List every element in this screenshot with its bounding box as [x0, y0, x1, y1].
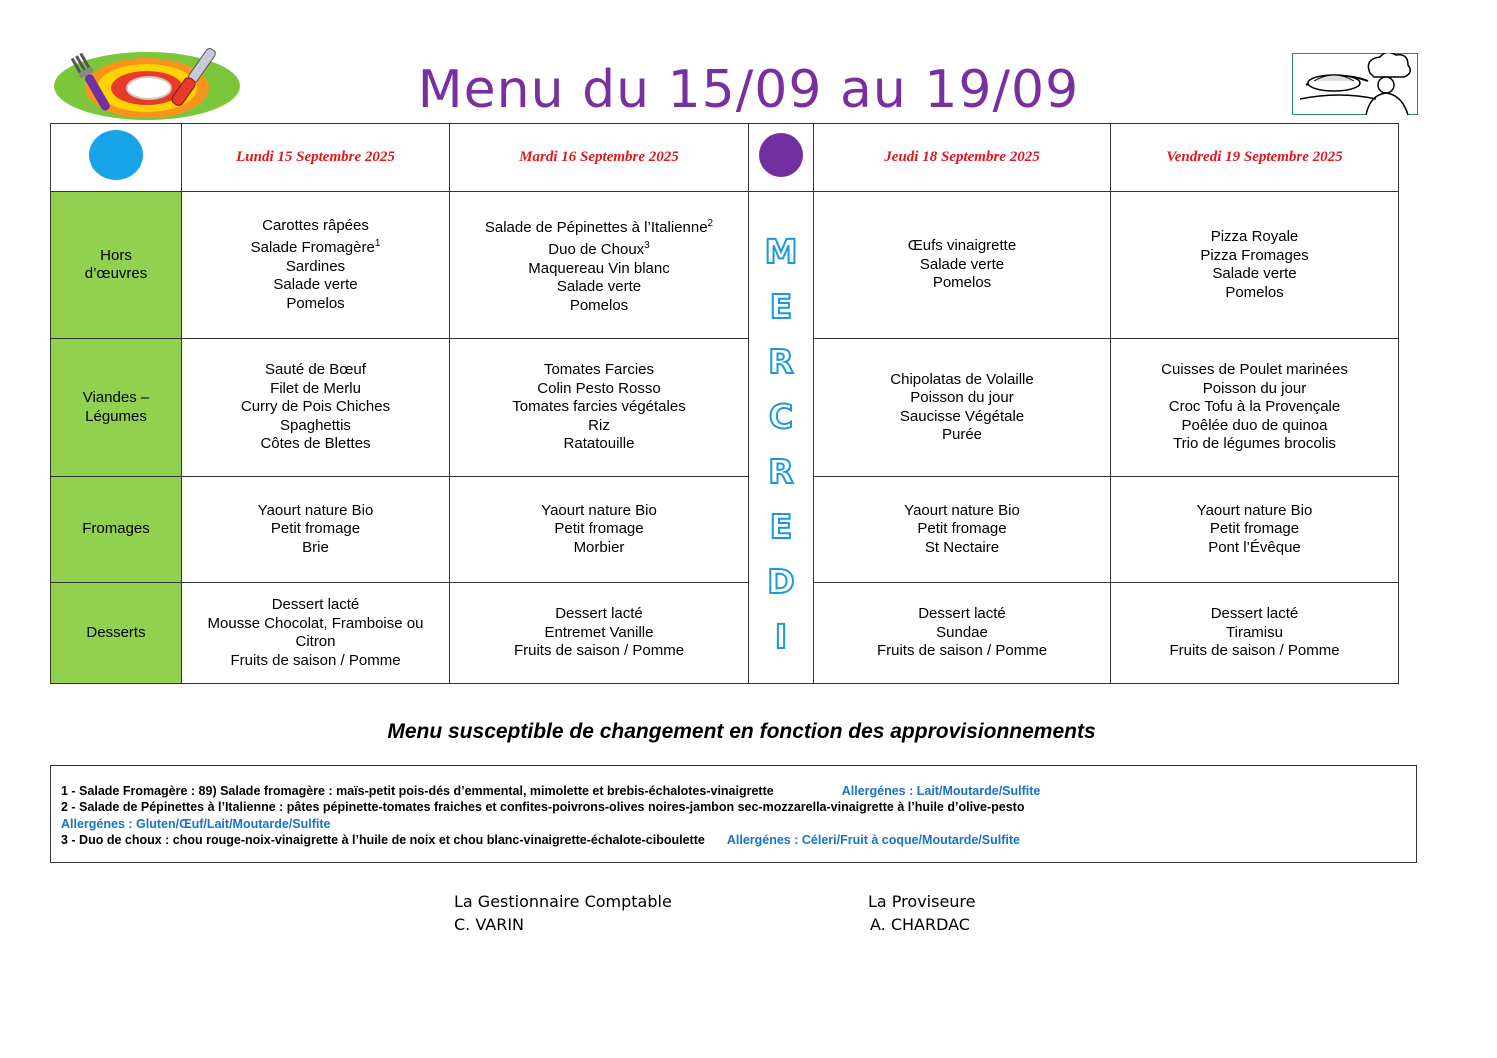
menu-item: Petit fromage	[1209, 520, 1300, 538]
header-corner	[51, 124, 182, 192]
menu-item: Saucisse Végétale	[899, 407, 1025, 425]
menu-item: Tomates farcies végétales	[512, 398, 686, 416]
menu-cell-thursday	[814, 339, 1111, 477]
menu-item: Dessert lacté	[271, 596, 360, 613]
row-label-line: Desserts	[86, 623, 146, 641]
menu-item: Petit fromage	[917, 520, 1007, 538]
menu-item: Poisson du jour	[910, 389, 1014, 406]
wednesday-letter: D	[767, 562, 795, 601]
signature-name: A. CHARDAC	[870, 915, 970, 934]
menu-item: Fruits de saison / Pomme	[230, 651, 401, 669]
menu-cell-tuesday	[450, 583, 749, 684]
menu-item: Spaghettis	[280, 416, 351, 434]
menu-cell-friday	[1111, 339, 1399, 477]
menu-item: Pizza Fromages	[1200, 246, 1309, 264]
menu-item: Morbier	[573, 538, 625, 556]
menu-item: Pizza Royale	[1210, 228, 1299, 245]
menu-item: Fruits de saison / Pomme	[1169, 642, 1340, 660]
menu-item: Filet de Merlu	[270, 379, 361, 397]
monday-marker-dot	[89, 130, 143, 180]
row-label	[51, 192, 182, 339]
menu-item: St Nectaire	[924, 538, 1000, 556]
menu-item: Trio de légumes brocolis	[1173, 435, 1336, 453]
menu-item: Salade verte	[273, 276, 358, 294]
menu-item: Œufs vinaigrette	[907, 237, 1017, 255]
menu-item: Salade verte	[1212, 265, 1297, 282]
menu-cell-friday	[1111, 192, 1399, 339]
menu-item: Duo de Choux$^3$	[548, 240, 650, 259]
menu-item: Pomelos	[1225, 283, 1284, 301]
allergen-info: Allergénes : Céleri/Fruit à coque/Moutarde/Sulfite	[726, 832, 1020, 847]
menu-item: Yaourt nature Bio	[541, 501, 657, 519]
menu-item: Pomelos	[286, 294, 345, 312]
menu-table	[50, 123, 1399, 684]
menu-item: Ratatouille	[563, 435, 635, 453]
menu-item: Curry de Pois Chiches	[240, 398, 391, 416]
menu-item: Citron	[295, 633, 336, 650]
menu-item: Dessert lacté	[918, 605, 1006, 623]
wednesday-marker-dot	[759, 133, 803, 177]
footnote-text: 2 - Salade de Pépinettes à l’Italienne : pâtes pépinette-tomates fraiches et confites-poivrons-olives noires-jambon sec-mozzarella-vinaigrette à l’huile d’olive-pesto	[61, 800, 1025, 815]
signature-name: C. VARIN	[454, 915, 525, 934]
menu-item: Croc Tofu à la Provençale	[1168, 398, 1341, 416]
day-header-tuesday: Mardi 16 Septembre 2025	[450, 124, 749, 192]
footnote-1	[61, 783, 1406, 799]
menu-item: Petit fromage	[270, 520, 361, 538]
footnote-text: 3 - Duo de choux : chou rouge-noix-vinaigrette à l’huile de noix et chou blanc-vinaigrette-échalote-ciboulette	[61, 832, 705, 847]
menu-cell-monday	[182, 192, 450, 339]
row-label	[51, 583, 182, 684]
menu-item: Salade de Pépinettes à l’Italienne$^2$	[484, 217, 714, 236]
wednesday-letter: I	[774, 617, 788, 656]
menu-cell-thursday	[814, 583, 1111, 684]
header-row	[51, 124, 1399, 192]
menu-item: Carottes râpées	[262, 216, 369, 234]
menu-item: Yaourt nature Bio	[1196, 501, 1313, 519]
menu-cell-friday	[1111, 583, 1399, 684]
wednesday-letter: E	[769, 507, 793, 546]
menu-item: Entremet Vanille	[544, 623, 654, 641]
menu-item: Brie	[302, 538, 329, 556]
signature-left	[454, 890, 672, 936]
menu-item: Dessert lacté	[555, 605, 643, 623]
menu-cell-thursday	[814, 477, 1111, 583]
menu-item: Poêlée duo de quinoa	[1181, 416, 1328, 434]
menu-item: Fruits de saison / Pomme	[876, 642, 1048, 660]
menu-item: Purée	[941, 426, 983, 443]
row-label-line: Viandes –	[82, 389, 150, 406]
menu-cell-monday	[182, 477, 450, 583]
menu-item: Colin Pesto Rosso	[537, 379, 661, 397]
footnote-ref: 2	[707, 217, 714, 229]
footnote-2-allergens	[61, 816, 1406, 832]
menu-item: Côtes de Blettes	[260, 435, 371, 453]
menu-item: Sardines	[285, 257, 346, 275]
menu-item: Petit fromage	[554, 520, 644, 538]
row-label-line: d’œuvres	[84, 265, 148, 282]
signature-role: La Proviseure	[868, 892, 976, 911]
row-label-line: Hors	[100, 246, 132, 264]
day-header-thursday: Jeudi 18 Septembre 2025	[814, 124, 1111, 192]
change-notice: Menu susceptible de changement en fonction des approvisionnements	[387, 720, 1096, 743]
signature-right	[868, 890, 976, 936]
allergen-info: Allergénes : Lait/Moutarde/Sulfite	[841, 784, 1041, 798]
wednesday-letter: M	[764, 232, 798, 271]
allergen-info: Allergénes : Gluten/Œuf/Lait/Moutarde/Sulfite	[61, 816, 331, 831]
signature-role: La Gestionnaire Comptable	[454, 892, 672, 911]
menu-item: Yaourt nature Bio	[257, 501, 374, 519]
menu-cell-tuesday	[450, 192, 749, 339]
page-title: Menu du 15/09 au 19/09	[417, 60, 1080, 120]
menu-item: Poisson du jour	[1202, 379, 1307, 397]
menu-item: Chipolatas de Volaille	[890, 370, 1034, 388]
menu-cell-friday	[1111, 477, 1399, 583]
menu-item: Sundae	[936, 623, 988, 641]
menu-item: Pomelos	[932, 274, 992, 292]
wednesday-letter: R	[768, 342, 794, 381]
menu-item: Tomates Farcies	[543, 361, 655, 379]
menu-item: Pont l’Évêque	[1208, 538, 1301, 556]
menu-item: Fruits de saison / Pomme	[513, 642, 685, 660]
menu-item: Pomelos	[569, 296, 629, 314]
footnote-ref: 3	[644, 240, 650, 252]
wednesday-letter: R	[768, 452, 794, 491]
menu-item: Salade Fromagère$^1$	[250, 238, 381, 257]
menu-row-hors-doeuvres	[51, 192, 1399, 339]
menu-item: Cuisses de Poulet marinées	[1161, 361, 1348, 379]
wednesday-column	[749, 192, 814, 684]
row-label	[51, 339, 182, 477]
menu-row-fromages	[51, 477, 1399, 583]
row-label	[51, 477, 182, 583]
day-header-monday: Lundi 15 Septembre 2025	[182, 124, 450, 192]
wednesday-letter: C	[768, 397, 794, 436]
day-header-wednesday	[749, 124, 814, 192]
menu-item: Maquereau Vin blanc	[528, 259, 670, 277]
menu-row-desserts	[51, 583, 1399, 684]
menu-item: Dessert lacté	[1210, 605, 1299, 623]
menu-cell-tuesday	[450, 477, 749, 583]
menu-item: Salade verte	[919, 255, 1005, 273]
menu-cell-monday	[182, 339, 450, 477]
wednesday-letter: E	[769, 287, 793, 326]
footnote-ref: 1	[374, 238, 381, 250]
menu-item: Yaourt nature Bio	[904, 501, 1020, 519]
row-label-line: Fromages	[82, 520, 150, 538]
menu-item: Mousse Chocolat, Framboise ou	[207, 614, 424, 632]
day-header-friday: Vendredi 19 Septembre 2025	[1111, 124, 1399, 192]
menu-cell-thursday	[814, 192, 1111, 339]
menu-item: Salade verte	[556, 278, 642, 296]
menu-cell-monday	[182, 583, 450, 684]
footnote-text: 1 - Salade Fromagère : 89) Salade fromagère : maïs-petit pois-dés d’emmental, mimolette et brebis-échalotes-vinaigrette	[61, 784, 774, 798]
wednesday-vertical-label	[749, 192, 813, 664]
menu-item: Sauté de Bœuf	[265, 361, 366, 379]
row-label-line: Légumes	[85, 407, 147, 425]
menu-item: Tiramisu	[1226, 623, 1283, 641]
footnotes-box	[50, 765, 1417, 863]
footnote-2	[61, 799, 1406, 815]
footnote-3	[61, 832, 1406, 848]
menu-item: Riz	[588, 416, 610, 434]
menu-cell-tuesday	[450, 339, 749, 477]
menu-row-viandes-legumes	[51, 339, 1399, 477]
